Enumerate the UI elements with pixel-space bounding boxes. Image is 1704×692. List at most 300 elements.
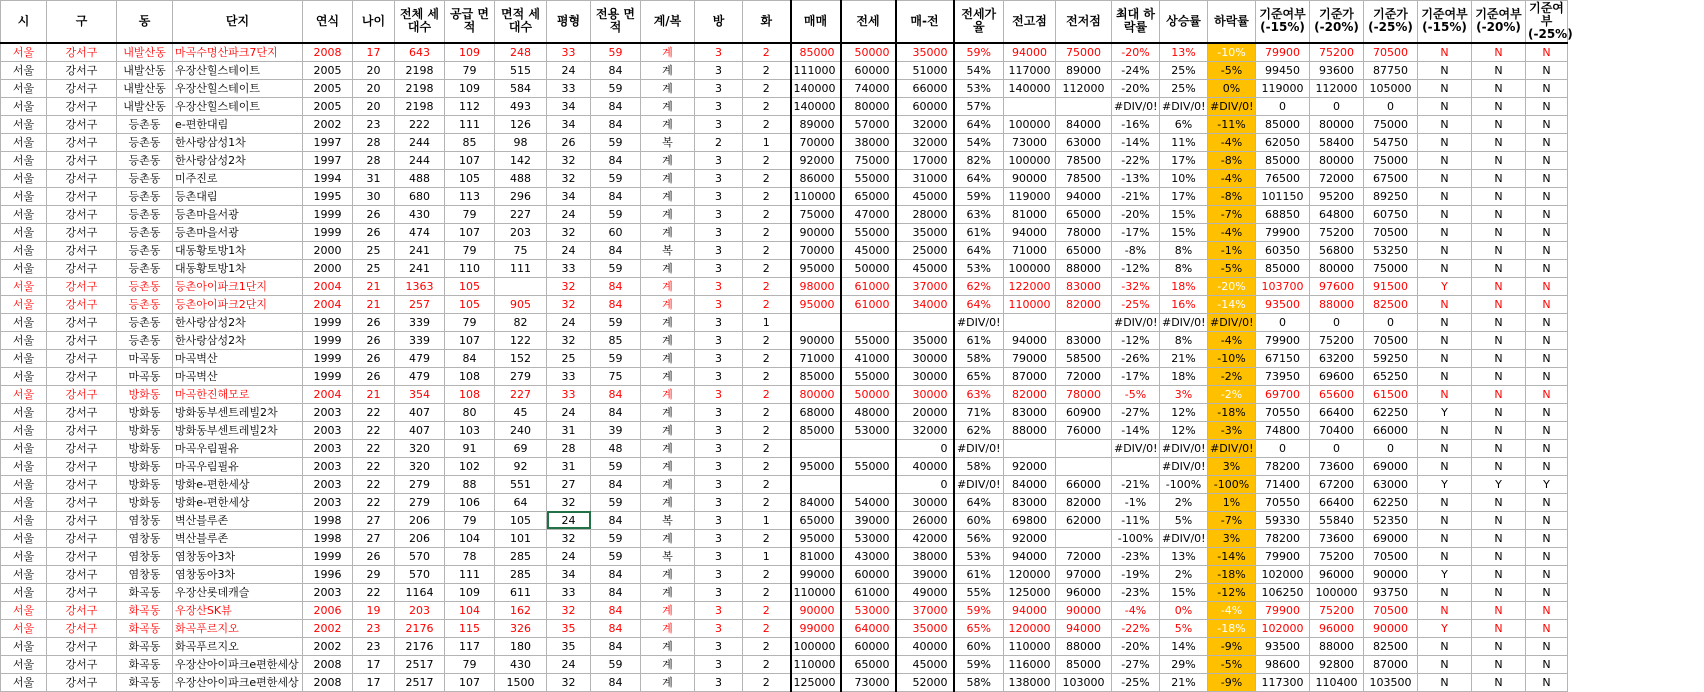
cell-drop[interactable]: -9% bbox=[1208, 637, 1256, 655]
cell-chk20[interactable]: N bbox=[1472, 241, 1526, 259]
cell-year[interactable]: 2008 bbox=[303, 673, 353, 691]
cell-sale[interactable]: 65000 bbox=[791, 511, 841, 529]
cell-danji[interactable]: 대동황토방1차 bbox=[173, 259, 303, 277]
cell-si[interactable]: 서울 bbox=[1, 421, 47, 439]
cell-rise[interactable]: 25% bbox=[1160, 61, 1208, 79]
cell-baths[interactable]: 2 bbox=[743, 169, 791, 187]
cell-units[interactable]: 584 bbox=[495, 79, 547, 97]
cell-pyeong[interactable]: 35 bbox=[547, 637, 591, 655]
cell-age[interactable]: 23 bbox=[353, 619, 395, 637]
cell-baths[interactable]: 2 bbox=[743, 475, 791, 493]
cell-pyeong[interactable]: 32 bbox=[547, 295, 591, 313]
cell-units[interactable]: 92 bbox=[495, 457, 547, 475]
cell-diff[interactable]: 25000 bbox=[896, 241, 954, 259]
cell-low[interactable]: 65000 bbox=[1056, 205, 1112, 223]
cell-ratio[interactable]: 62% bbox=[954, 277, 1004, 295]
cell-type[interactable]: 계 bbox=[641, 601, 695, 619]
cell-pyeong[interactable]: 33 bbox=[547, 385, 591, 403]
cell-chk20[interactable]: N bbox=[1472, 277, 1526, 295]
header-high[interactable]: 전고점 bbox=[1004, 1, 1056, 43]
cell-supply[interactable]: 79 bbox=[445, 241, 495, 259]
cell-gu[interactable]: 강서구 bbox=[47, 169, 117, 187]
cell-high[interactable]: 120000 bbox=[1004, 565, 1056, 583]
cell-si[interactable]: 서울 bbox=[1, 493, 47, 511]
cell-units[interactable]: 285 bbox=[495, 547, 547, 565]
cell-total[interactable]: 2198 bbox=[395, 61, 445, 79]
cell-age[interactable]: 26 bbox=[353, 223, 395, 241]
cell-gu[interactable]: 강서구 bbox=[47, 313, 117, 331]
cell-year[interactable]: 2003 bbox=[303, 457, 353, 475]
cell-age[interactable]: 19 bbox=[353, 601, 395, 619]
cell-rise[interactable]: 2% bbox=[1160, 493, 1208, 511]
cell-total[interactable]: 643 bbox=[395, 43, 445, 62]
cell-units[interactable] bbox=[495, 277, 547, 295]
cell-age[interactable]: 22 bbox=[353, 439, 395, 457]
cell-danji[interactable]: 화곡푸르지오 bbox=[173, 637, 303, 655]
cell-danji[interactable]: 등촌대림 bbox=[173, 187, 303, 205]
cell-si[interactable]: 서울 bbox=[1, 367, 47, 385]
cell-drop[interactable]: -18% bbox=[1208, 403, 1256, 421]
cell-supply[interactable]: 109 bbox=[445, 583, 495, 601]
cell-maxdrop[interactable]: -100% bbox=[1112, 529, 1160, 547]
cell-rooms[interactable]: 3 bbox=[695, 313, 743, 331]
cell-high[interactable]: 94000 bbox=[1004, 43, 1056, 62]
cell-std25[interactable]: 60750 bbox=[1364, 205, 1418, 223]
cell-std25[interactable]: 91500 bbox=[1364, 277, 1418, 295]
cell-std15[interactable]: 78200 bbox=[1256, 529, 1310, 547]
cell-type[interactable]: 계 bbox=[641, 421, 695, 439]
cell-sale[interactable]: 89000 bbox=[791, 115, 841, 133]
cell-rise[interactable]: #DIV/0! bbox=[1160, 529, 1208, 547]
cell-pyeong[interactable]: 34 bbox=[547, 115, 591, 133]
cell-supply[interactable]: 107 bbox=[445, 331, 495, 349]
cell-jeonse[interactable]: 53000 bbox=[841, 421, 896, 439]
cell-pyeong[interactable]: 32 bbox=[547, 529, 591, 547]
cell-si[interactable]: 서울 bbox=[1, 637, 47, 655]
cell-area[interactable]: 59 bbox=[591, 547, 641, 565]
cell-type[interactable]: 계 bbox=[641, 385, 695, 403]
cell-total[interactable]: 222 bbox=[395, 115, 445, 133]
cell-area[interactable]: 84 bbox=[591, 475, 641, 493]
cell-pyeong[interactable]: 33 bbox=[547, 79, 591, 97]
cell-area[interactable]: 84 bbox=[591, 385, 641, 403]
cell-pyeong[interactable]: 32 bbox=[547, 601, 591, 619]
cell-si[interactable]: 서울 bbox=[1, 673, 47, 691]
cell-sale[interactable]: 85000 bbox=[791, 367, 841, 385]
cell-diff[interactable]: 32000 bbox=[896, 115, 954, 133]
cell-supply[interactable]: 88 bbox=[445, 475, 495, 493]
cell-chk25[interactable]: N bbox=[1526, 61, 1568, 79]
cell-chk15[interactable]: N bbox=[1418, 673, 1472, 691]
cell-sale[interactable]: 81000 bbox=[791, 547, 841, 565]
cell-age[interactable]: 28 bbox=[353, 133, 395, 151]
cell-pyeong[interactable]: 33 bbox=[547, 583, 591, 601]
cell-std25[interactable]: 63000 bbox=[1364, 475, 1418, 493]
cell-age[interactable]: 25 bbox=[353, 241, 395, 259]
cell-maxdrop[interactable]: -20% bbox=[1112, 205, 1160, 223]
cell-chk15[interactable]: N bbox=[1418, 205, 1472, 223]
cell-high[interactable] bbox=[1004, 439, 1056, 457]
cell-supply[interactable]: 79 bbox=[445, 205, 495, 223]
cell-drop[interactable]: -100% bbox=[1208, 475, 1256, 493]
cell-chk25[interactable]: N bbox=[1526, 385, 1568, 403]
cell-supply[interactable]: 85 bbox=[445, 133, 495, 151]
cell-year[interactable]: 1998 bbox=[303, 511, 353, 529]
cell-diff[interactable]: 17000 bbox=[896, 151, 954, 169]
cell-diff[interactable]: 66000 bbox=[896, 79, 954, 97]
cell-type[interactable]: 계 bbox=[641, 259, 695, 277]
cell-pyeong[interactable]: 32 bbox=[547, 493, 591, 511]
cell-maxdrop[interactable]: -25% bbox=[1112, 673, 1160, 691]
cell-chk25[interactable]: N bbox=[1526, 547, 1568, 565]
cell-chk20[interactable]: N bbox=[1472, 583, 1526, 601]
cell-rooms[interactable]: 2 bbox=[695, 133, 743, 151]
cell-chk20[interactable]: N bbox=[1472, 547, 1526, 565]
cell-std25[interactable]: 105000 bbox=[1364, 79, 1418, 97]
cell-drop[interactable]: -8% bbox=[1208, 187, 1256, 205]
cell-drop[interactable]: -3% bbox=[1208, 421, 1256, 439]
cell-baths[interactable]: 2 bbox=[743, 421, 791, 439]
cell-sale[interactable]: 111000 bbox=[791, 61, 841, 79]
cell-total[interactable]: 479 bbox=[395, 349, 445, 367]
cell-dong[interactable]: 방화동 bbox=[117, 457, 173, 475]
cell-diff[interactable]: 49000 bbox=[896, 583, 954, 601]
cell-std20[interactable]: 80000 bbox=[1310, 151, 1364, 169]
cell-ratio[interactable]: 54% bbox=[954, 61, 1004, 79]
cell-std20[interactable]: 72000 bbox=[1310, 169, 1364, 187]
cell-high[interactable]: 88000 bbox=[1004, 421, 1056, 439]
cell-supply[interactable]: 110 bbox=[445, 259, 495, 277]
cell-units[interactable]: 180 bbox=[495, 637, 547, 655]
cell-age[interactable]: 22 bbox=[353, 421, 395, 439]
cell-si[interactable]: 서울 bbox=[1, 547, 47, 565]
cell-std15[interactable]: 60350 bbox=[1256, 241, 1310, 259]
cell-chk20[interactable]: N bbox=[1472, 61, 1526, 79]
cell-std15[interactable]: 76500 bbox=[1256, 169, 1310, 187]
cell-ratio[interactable]: 64% bbox=[954, 115, 1004, 133]
cell-baths[interactable]: 2 bbox=[743, 385, 791, 403]
cell-si[interactable]: 서울 bbox=[1, 655, 47, 673]
cell-low[interactable]: 78000 bbox=[1056, 223, 1112, 241]
cell-diff[interactable]: 30000 bbox=[896, 367, 954, 385]
cell-type[interactable]: 계 bbox=[641, 367, 695, 385]
cell-si[interactable]: 서울 bbox=[1, 223, 47, 241]
cell-jeonse[interactable]: 48000 bbox=[841, 403, 896, 421]
cell-sale[interactable]: 110000 bbox=[791, 187, 841, 205]
cell-chk15[interactable]: N bbox=[1418, 349, 1472, 367]
cell-units[interactable]: 101 bbox=[495, 529, 547, 547]
cell-units[interactable]: 488 bbox=[495, 169, 547, 187]
cell-jeonse[interactable]: 53000 bbox=[841, 601, 896, 619]
cell-total[interactable]: 2176 bbox=[395, 619, 445, 637]
cell-gu[interactable]: 강서구 bbox=[47, 403, 117, 421]
cell-high[interactable]: 82000 bbox=[1004, 385, 1056, 403]
cell-pyeong[interactable]: 32 bbox=[547, 277, 591, 295]
cell-gu[interactable]: 강서구 bbox=[47, 259, 117, 277]
cell-std20[interactable]: 97600 bbox=[1310, 277, 1364, 295]
cell-chk20[interactable]: N bbox=[1472, 259, 1526, 277]
cell-jeonse[interactable]: 61000 bbox=[841, 583, 896, 601]
cell-gu[interactable]: 강서구 bbox=[47, 619, 117, 637]
cell-chk15[interactable]: N bbox=[1418, 367, 1472, 385]
cell-diff[interactable]: 35000 bbox=[896, 43, 954, 62]
cell-ratio[interactable]: 59% bbox=[954, 601, 1004, 619]
cell-chk20[interactable]: N bbox=[1472, 295, 1526, 313]
cell-baths[interactable]: 2 bbox=[743, 529, 791, 547]
cell-dong[interactable]: 염창동 bbox=[117, 547, 173, 565]
cell-std25[interactable]: 0 bbox=[1364, 439, 1418, 457]
cell-danji[interactable]: 등촌아이파크1단지 bbox=[173, 277, 303, 295]
cell-chk20[interactable]: N bbox=[1472, 601, 1526, 619]
cell-supply[interactable]: 106 bbox=[445, 493, 495, 511]
cell-rooms[interactable]: 3 bbox=[695, 619, 743, 637]
cell-chk25[interactable]: N bbox=[1526, 367, 1568, 385]
cell-high[interactable]: 125000 bbox=[1004, 583, 1056, 601]
cell-high[interactable]: 120000 bbox=[1004, 619, 1056, 637]
cell-std15[interactable]: 117300 bbox=[1256, 673, 1310, 691]
cell-chk25[interactable]: N bbox=[1526, 331, 1568, 349]
cell-baths[interactable]: 2 bbox=[743, 241, 791, 259]
cell-chk15[interactable]: N bbox=[1418, 115, 1472, 133]
cell-drop[interactable]: 3% bbox=[1208, 529, 1256, 547]
cell-rooms[interactable]: 3 bbox=[695, 421, 743, 439]
cell-danji[interactable]: 등촌마을서광 bbox=[173, 205, 303, 223]
cell-age[interactable]: 22 bbox=[353, 475, 395, 493]
cell-maxdrop[interactable]: #DIV/0! bbox=[1112, 439, 1160, 457]
cell-total[interactable]: 407 bbox=[395, 403, 445, 421]
cell-rise[interactable]: 14% bbox=[1160, 637, 1208, 655]
cell-maxdrop[interactable]: #DIV/0! bbox=[1112, 313, 1160, 331]
cell-pyeong[interactable]: 24 bbox=[547, 403, 591, 421]
cell-diff[interactable]: 40000 bbox=[896, 457, 954, 475]
cell-chk25[interactable]: N bbox=[1526, 349, 1568, 367]
cell-rooms[interactable]: 3 bbox=[695, 367, 743, 385]
cell-maxdrop[interactable]: #DIV/0! bbox=[1112, 97, 1160, 115]
cell-ratio[interactable]: 61% bbox=[954, 331, 1004, 349]
cell-area[interactable]: 39 bbox=[591, 421, 641, 439]
cell-chk25[interactable]: N bbox=[1526, 673, 1568, 691]
cell-jeonse[interactable]: 74000 bbox=[841, 79, 896, 97]
cell-danji[interactable]: 방화동부센트레빌2차 bbox=[173, 403, 303, 421]
cell-maxdrop[interactable]: -26% bbox=[1112, 349, 1160, 367]
cell-std20[interactable]: 65600 bbox=[1310, 385, 1364, 403]
cell-gu[interactable]: 강서구 bbox=[47, 529, 117, 547]
header-rooms[interactable]: 방 bbox=[695, 1, 743, 43]
cell-ratio[interactable]: 58% bbox=[954, 349, 1004, 367]
cell-chk20[interactable]: N bbox=[1472, 493, 1526, 511]
cell-sale[interactable] bbox=[791, 475, 841, 493]
cell-chk25[interactable]: N bbox=[1526, 493, 1568, 511]
cell-dong[interactable]: 화곡동 bbox=[117, 673, 173, 691]
cell-std15[interactable]: 106250 bbox=[1256, 583, 1310, 601]
cell-rise[interactable]: 15% bbox=[1160, 583, 1208, 601]
cell-maxdrop[interactable]: -14% bbox=[1112, 421, 1160, 439]
cell-std20[interactable]: 95200 bbox=[1310, 187, 1364, 205]
cell-ratio[interactable]: 59% bbox=[954, 655, 1004, 673]
cell-low[interactable]: 96000 bbox=[1056, 583, 1112, 601]
cell-supply[interactable]: 111 bbox=[445, 565, 495, 583]
cell-year[interactable]: 2005 bbox=[303, 79, 353, 97]
cell-chk15[interactable]: N bbox=[1418, 511, 1472, 529]
cell-gu[interactable]: 강서구 bbox=[47, 79, 117, 97]
cell-pyeong[interactable]: 34 bbox=[547, 97, 591, 115]
cell-std20[interactable]: 100000 bbox=[1310, 583, 1364, 601]
cell-type[interactable]: 계 bbox=[641, 169, 695, 187]
cell-std15[interactable]: 0 bbox=[1256, 439, 1310, 457]
cell-rise[interactable]: 21% bbox=[1160, 673, 1208, 691]
cell-pyeong[interactable]: 32 bbox=[547, 331, 591, 349]
cell-danji[interactable]: 염창동아3차 bbox=[173, 565, 303, 583]
header-drop[interactable]: 하락률 bbox=[1208, 1, 1256, 43]
cell-drop[interactable]: -11% bbox=[1208, 115, 1256, 133]
cell-area[interactable]: 84 bbox=[591, 403, 641, 421]
cell-chk15[interactable]: N bbox=[1418, 331, 1472, 349]
cell-rooms[interactable]: 3 bbox=[695, 115, 743, 133]
cell-diff[interactable]: 32000 bbox=[896, 133, 954, 151]
cell-si[interactable]: 서울 bbox=[1, 133, 47, 151]
cell-high[interactable]: 73000 bbox=[1004, 133, 1056, 151]
cell-rooms[interactable]: 3 bbox=[695, 79, 743, 97]
cell-total[interactable]: 257 bbox=[395, 295, 445, 313]
cell-std25[interactable]: 75000 bbox=[1364, 151, 1418, 169]
cell-supply[interactable]: 79 bbox=[445, 61, 495, 79]
cell-rooms[interactable]: 3 bbox=[695, 205, 743, 223]
cell-std15[interactable]: 102000 bbox=[1256, 619, 1310, 637]
cell-sale[interactable]: 71000 bbox=[791, 349, 841, 367]
cell-sale[interactable]: 75000 bbox=[791, 205, 841, 223]
cell-std25[interactable]: 67500 bbox=[1364, 169, 1418, 187]
cell-rise[interactable]: 12% bbox=[1160, 421, 1208, 439]
header-std15[interactable]: 기준여부 (-15%) bbox=[1256, 1, 1310, 43]
cell-area[interactable]: 84 bbox=[591, 115, 641, 133]
cell-supply[interactable]: 109 bbox=[445, 79, 495, 97]
cell-maxdrop[interactable]: -27% bbox=[1112, 655, 1160, 673]
cell-low[interactable]: 88000 bbox=[1056, 259, 1112, 277]
cell-dong[interactable]: 염창동 bbox=[117, 529, 173, 547]
cell-ratio[interactable]: 64% bbox=[954, 169, 1004, 187]
cell-drop[interactable]: -5% bbox=[1208, 61, 1256, 79]
cell-type[interactable]: 계 bbox=[641, 277, 695, 295]
cell-type[interactable]: 계 bbox=[641, 475, 695, 493]
cell-chk15[interactable]: Y bbox=[1418, 403, 1472, 421]
cell-pyeong[interactable]: 24 bbox=[547, 241, 591, 259]
cell-type[interactable]: 계 bbox=[641, 619, 695, 637]
cell-maxdrop[interactable]: -12% bbox=[1112, 259, 1160, 277]
cell-year[interactable]: 2004 bbox=[303, 385, 353, 403]
cell-chk25[interactable]: N bbox=[1526, 115, 1568, 133]
cell-age[interactable]: 28 bbox=[353, 151, 395, 169]
cell-chk20[interactable]: N bbox=[1472, 565, 1526, 583]
cell-baths[interactable]: 2 bbox=[743, 349, 791, 367]
cell-std25[interactable]: 0 bbox=[1364, 313, 1418, 331]
cell-baths[interactable]: 2 bbox=[743, 493, 791, 511]
cell-drop[interactable]: -5% bbox=[1208, 655, 1256, 673]
cell-high[interactable]: 71000 bbox=[1004, 241, 1056, 259]
cell-maxdrop[interactable]: -27% bbox=[1112, 403, 1160, 421]
header-baths[interactable]: 화 bbox=[743, 1, 791, 43]
cell-chk25[interactable]: N bbox=[1526, 187, 1568, 205]
cell-std20[interactable]: 69600 bbox=[1310, 367, 1364, 385]
cell-rise[interactable]: #DIV/0! bbox=[1160, 97, 1208, 115]
cell-dong[interactable]: 내발산동 bbox=[117, 43, 173, 62]
cell-units[interactable]: 162 bbox=[495, 601, 547, 619]
cell-type[interactable]: 계 bbox=[641, 151, 695, 169]
cell-area[interactable]: 48 bbox=[591, 439, 641, 457]
cell-std25[interactable]: 70500 bbox=[1364, 43, 1418, 62]
cell-area[interactable]: 84 bbox=[591, 511, 641, 529]
cell-age[interactable]: 29 bbox=[353, 565, 395, 583]
cell-std25[interactable]: 103500 bbox=[1364, 673, 1418, 691]
cell-age[interactable]: 26 bbox=[353, 547, 395, 565]
cell-drop[interactable]: -14% bbox=[1208, 547, 1256, 565]
cell-sale[interactable]: 110000 bbox=[791, 583, 841, 601]
cell-drop[interactable]: -4% bbox=[1208, 601, 1256, 619]
cell-rise[interactable]: 8% bbox=[1160, 331, 1208, 349]
cell-dong[interactable]: 마곡동 bbox=[117, 349, 173, 367]
cell-std15[interactable]: 85000 bbox=[1256, 151, 1310, 169]
cell-ratio[interactable]: #DIV/0! bbox=[954, 313, 1004, 331]
cell-supply[interactable]: 105 bbox=[445, 169, 495, 187]
cell-high[interactable]: 83000 bbox=[1004, 493, 1056, 511]
cell-dong[interactable]: 등촌동 bbox=[117, 169, 173, 187]
cell-diff[interactable]: 30000 bbox=[896, 385, 954, 403]
cell-ratio[interactable]: 55% bbox=[954, 583, 1004, 601]
cell-diff[interactable]: 0 bbox=[896, 439, 954, 457]
cell-si[interactable]: 서울 bbox=[1, 43, 47, 62]
cell-sale[interactable]: 70000 bbox=[791, 241, 841, 259]
cell-pyeong[interactable]: 35 bbox=[547, 619, 591, 637]
cell-rise[interactable]: 5% bbox=[1160, 619, 1208, 637]
cell-std20[interactable]: 73600 bbox=[1310, 457, 1364, 475]
cell-low[interactable]: 89000 bbox=[1056, 61, 1112, 79]
cell-sale[interactable]: 90000 bbox=[791, 331, 841, 349]
cell-chk15[interactable]: N bbox=[1418, 169, 1472, 187]
cell-std25[interactable]: 89250 bbox=[1364, 187, 1418, 205]
cell-units[interactable]: 122 bbox=[495, 331, 547, 349]
cell-jeonse[interactable]: 55000 bbox=[841, 331, 896, 349]
cell-diff[interactable]: 30000 bbox=[896, 493, 954, 511]
cell-low[interactable] bbox=[1056, 439, 1112, 457]
cell-dong[interactable]: 화곡동 bbox=[117, 637, 173, 655]
cell-drop[interactable]: -7% bbox=[1208, 205, 1256, 223]
cell-low[interactable]: 76000 bbox=[1056, 421, 1112, 439]
cell-high[interactable]: 69800 bbox=[1004, 511, 1056, 529]
cell-units[interactable]: 515 bbox=[495, 61, 547, 79]
cell-age[interactable]: 17 bbox=[353, 43, 395, 62]
cell-si[interactable]: 서울 bbox=[1, 259, 47, 277]
cell-ratio[interactable]: 54% bbox=[954, 133, 1004, 151]
cell-ratio[interactable]: 61% bbox=[954, 565, 1004, 583]
cell-chk15[interactable]: N bbox=[1418, 97, 1472, 115]
cell-area[interactable]: 59 bbox=[591, 259, 641, 277]
cell-low[interactable] bbox=[1056, 529, 1112, 547]
cell-units[interactable]: 98 bbox=[495, 133, 547, 151]
cell-rise[interactable]: 13% bbox=[1160, 43, 1208, 62]
cell-rise[interactable]: 29% bbox=[1160, 655, 1208, 673]
cell-gu[interactable]: 강서구 bbox=[47, 97, 117, 115]
cell-ratio[interactable]: 59% bbox=[954, 187, 1004, 205]
cell-high[interactable]: 110000 bbox=[1004, 295, 1056, 313]
cell-type[interactable]: 계 bbox=[641, 565, 695, 583]
cell-total[interactable]: 320 bbox=[395, 439, 445, 457]
cell-std20[interactable]: 58400 bbox=[1310, 133, 1364, 151]
cell-baths[interactable]: 2 bbox=[743, 331, 791, 349]
cell-chk20[interactable]: N bbox=[1472, 511, 1526, 529]
cell-low[interactable]: 97000 bbox=[1056, 565, 1112, 583]
cell-chk20[interactable]: N bbox=[1472, 169, 1526, 187]
cell-pyeong[interactable]: 34 bbox=[547, 187, 591, 205]
cell-std25[interactable]: 87000 bbox=[1364, 655, 1418, 673]
